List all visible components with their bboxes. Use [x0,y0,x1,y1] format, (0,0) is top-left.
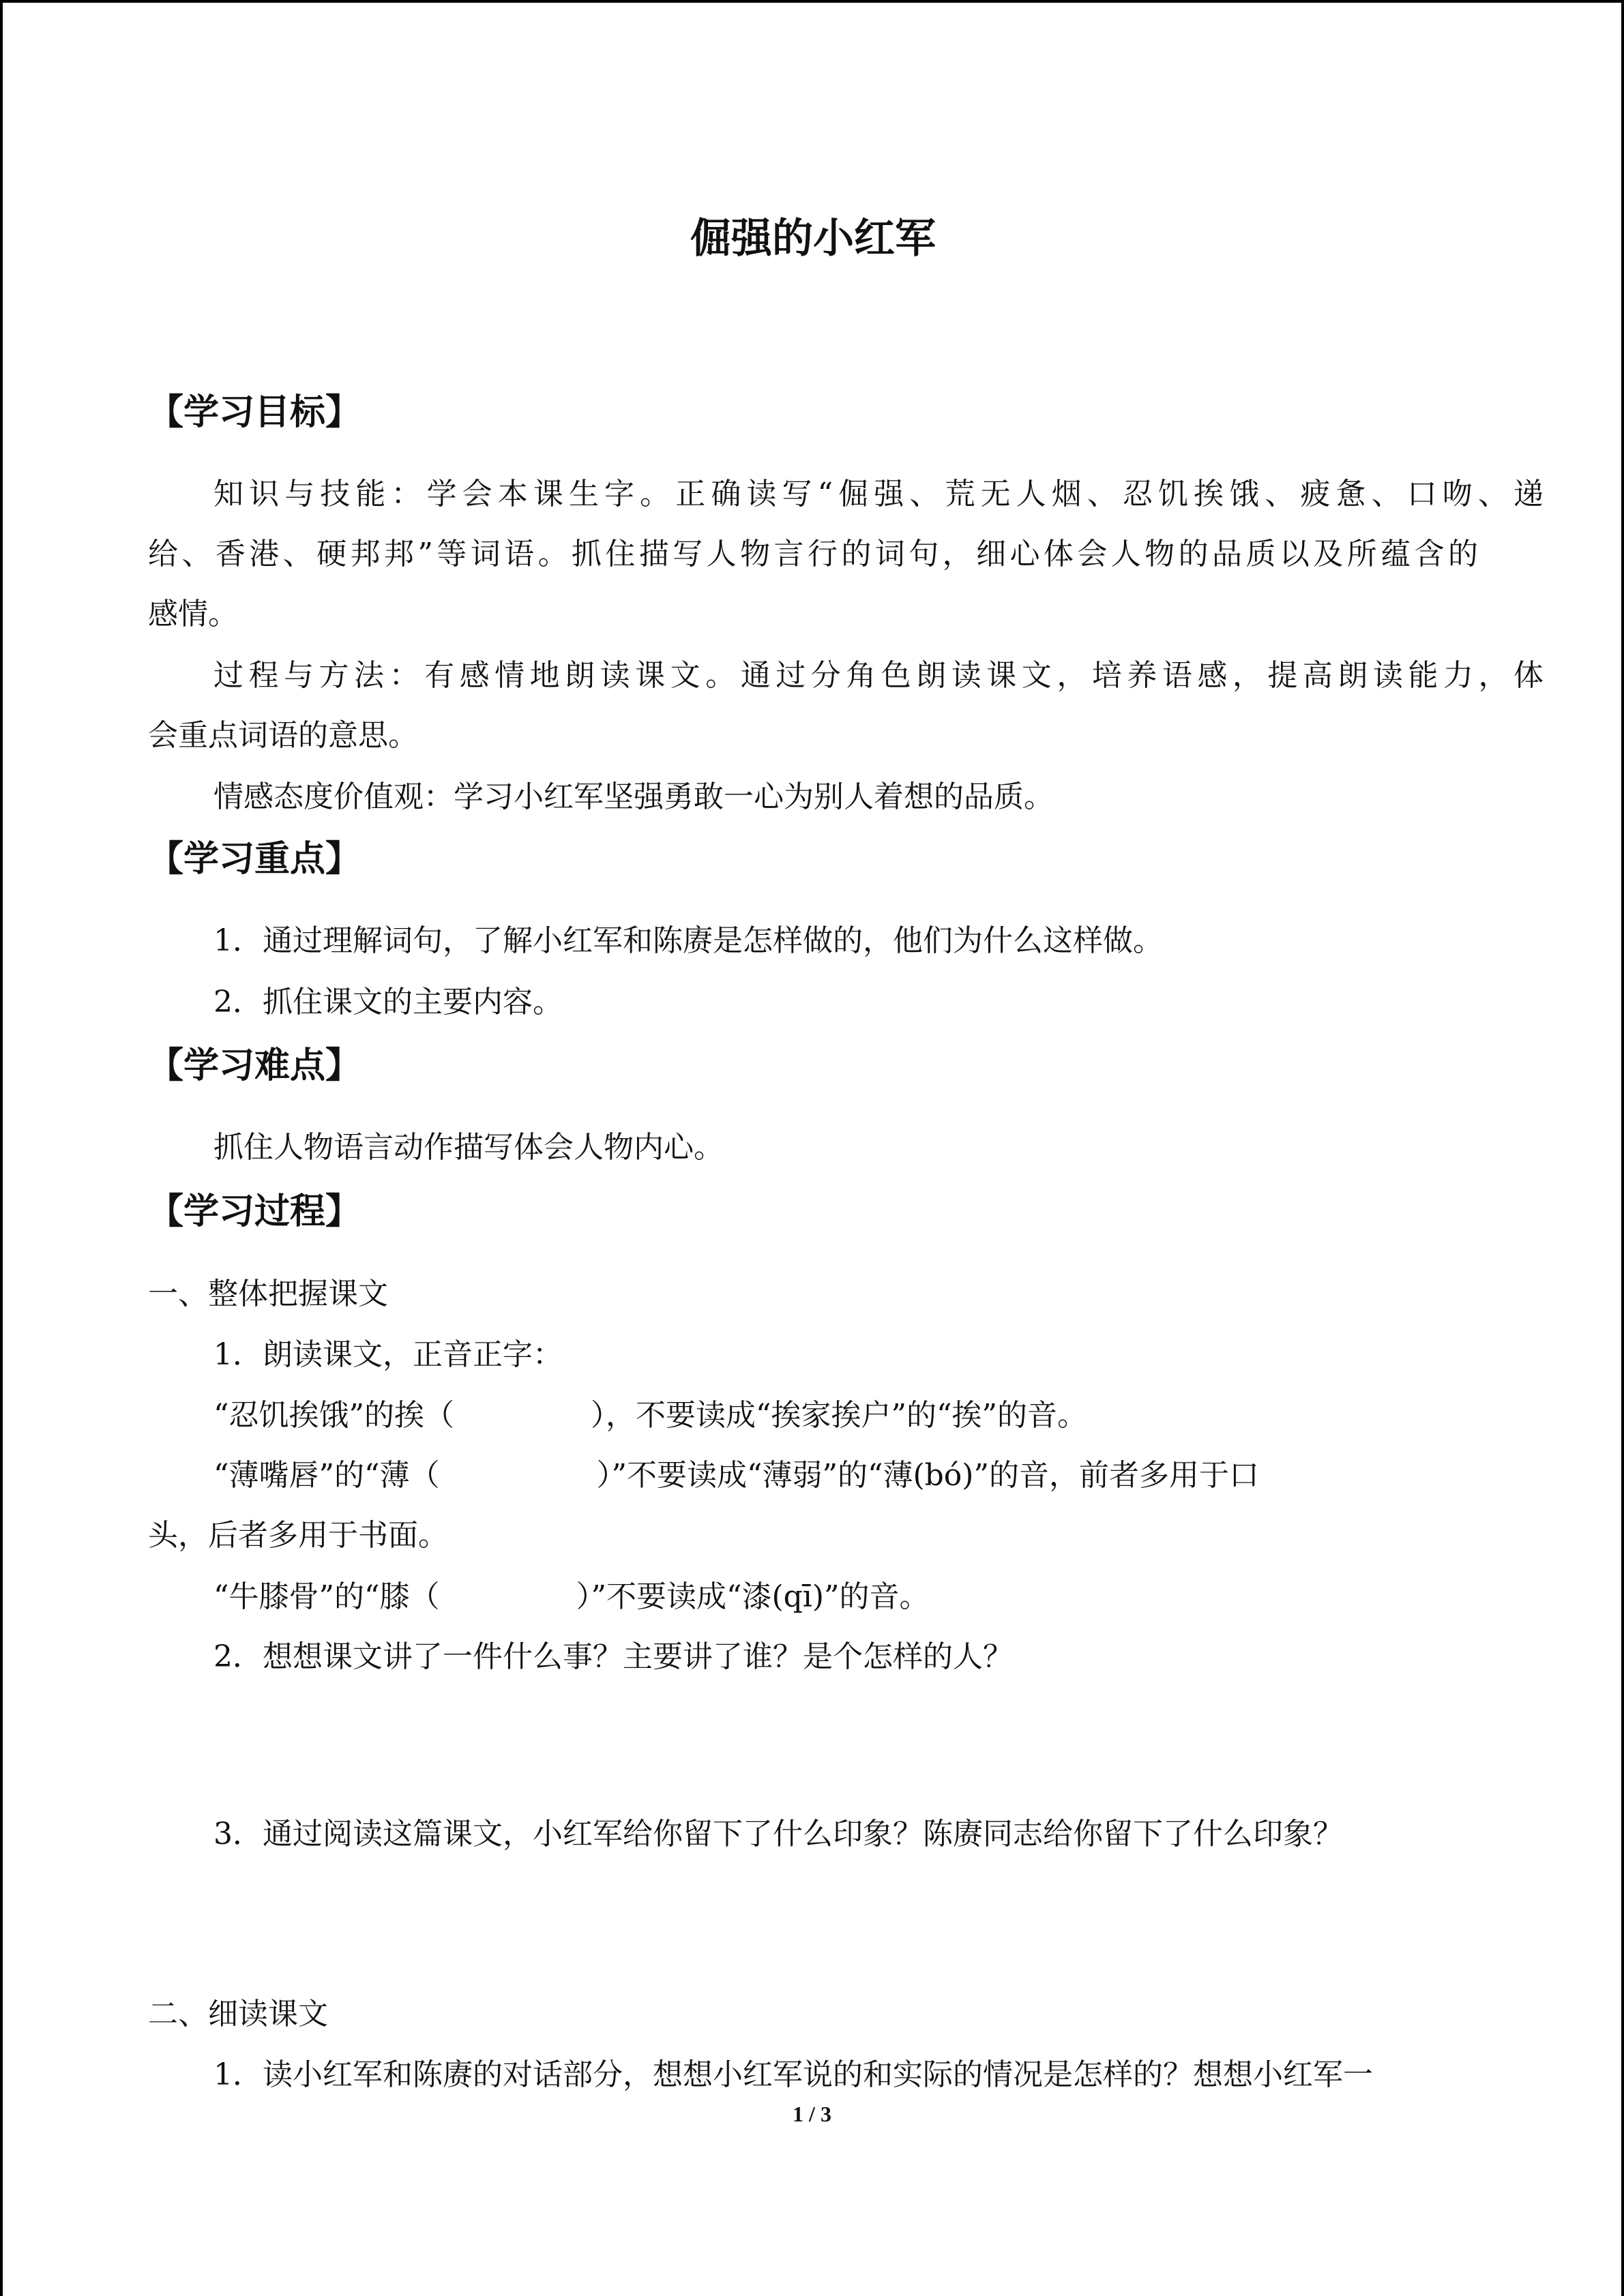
pronunciation-rest: ）”不要读成“漆(qī)”的音。 [576,1579,930,1614]
pronunciation-prompt: “牛膝骨”的“膝（ [213,1579,440,1614]
paragraph-line: 会重点词语的意思。 [148,718,418,753]
paragraph-line: 情感态度价值观：学习小红军坚强勇敢一心为别人着想的品质。 [213,779,1054,814]
paragraph-line: 感情。 [148,597,238,631]
pronunciation-prompt: “薄嘴唇”的“薄（ [213,1458,440,1493]
page-title: 倔强的小红军 [690,215,936,263]
section-heading-objectives: 【学习目标】 [148,392,361,433]
list-item: 1．读小红军和陈赓的对话部分，想想小红军说的和实际的情况是怎样的？想想小红军一 [213,2057,1373,2092]
list-item: 2．抓住课文的主要内容。 [213,985,563,1019]
page-border-top [0,0,1624,3]
page-border-left [0,0,3,2296]
pronunciation-item [148,1455,1544,1496]
pronunciation-prompt: “忍饥挨饿”的挨（ [213,1398,454,1433]
list-item: 1．朗读课文，正音正字： [213,1337,563,1372]
pronunciation-rest: ），不要读成“挨家挨户”的“挨”的音。 [591,1398,1087,1433]
pronunciation-rest: ）”不要读成“薄弱”的“薄(bó)”的音，前者多用于口 [596,1458,1259,1493]
page-number: 1 / 3 [793,2102,831,2126]
list-item: 1．通过理解词句，了解小红军和陈赓是怎样做的，他们为什么这样做。 [213,923,1163,958]
paragraph-line: 抓住人物语言动作描写体会人物内心。 [213,1130,724,1165]
pronunciation-item [148,1577,1544,1617]
section-heading-process: 【学习过程】 [148,1191,361,1232]
subsection-title: 二、细读课文 [148,1997,328,2031]
list-item: 2．想想课文讲了一件什么事？主要讲了谁？是个怎样的人？ [213,1639,1013,1674]
list-item: 3．通过阅读这篇课文，小红军给你留下了什么印象？陈赓同志给你留下了什么印象？ [213,1817,1343,1851]
subsection-title: 一、整体把握课文 [148,1277,388,1311]
section-heading-key-points: 【学习重点】 [148,839,361,880]
pronunciation-item [148,1395,1544,1436]
section-heading-difficulties: 【学习难点】 [148,1045,361,1086]
paragraph-line: 知识与技能：学会本课生字。正确读写“倔强、荒无人烟、忍饥挨饿、疲惫、口吻、递 [213,477,1544,511]
paragraph-line: 过程与方法：有感情地朗读课文。通过分角色朗读课文，培养语感，提高朗读能力，体 [213,658,1544,693]
page-border-right [1621,0,1624,2296]
paragraph-line: 给、香港、硬邦邦”等词语。抓住描写人物言行的词句，细心体会人物的品质以及所蕴含的 [148,537,1478,571]
paragraph-line: 头，后者多用于书面。 [148,1518,448,1553]
